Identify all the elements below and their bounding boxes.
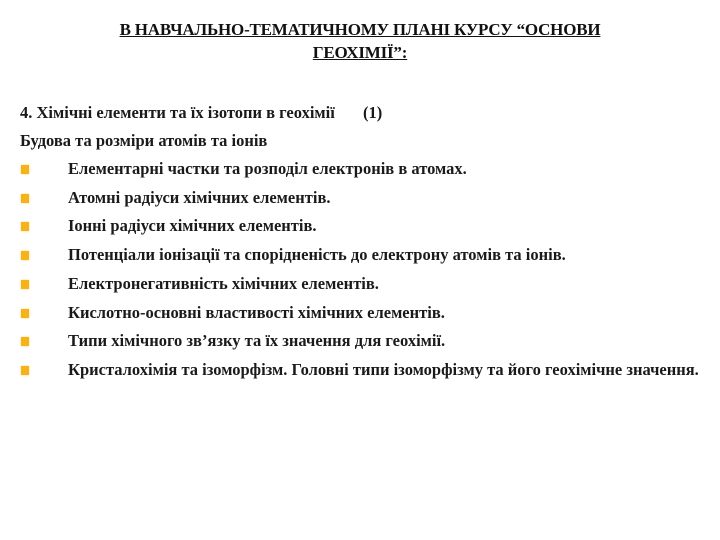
section-hours: (1) [362,103,383,122]
list-item-text: Іонні радіуси хімічних елементів. [68,216,317,236]
list-item [20,270,700,299]
square-bullet-icon [21,309,29,318]
content-body [20,99,700,387]
square-bullet-icon [21,194,29,203]
list-item [20,212,700,241]
list-item-text: Потенціали іонізації та спорідненість до електрону атомів та іонів. [68,245,566,265]
list-item [20,299,700,328]
section-heading-text: 4. Хімічні елементи та їх ізотопи в геохімії [20,103,335,122]
list-item [20,184,700,213]
list-item [20,155,700,184]
list-item-text: Елементарні частки та розподіл електронів в атомах. [68,159,467,178]
list-item [20,327,700,356]
topic-list [20,155,700,387]
title-line-2: ГЕОХІМІЇ”: [312,43,408,62]
square-bullet-icon [21,165,29,174]
square-bullet-icon [21,280,29,289]
square-bullet-icon [21,337,29,346]
section-subheading: Будова та розміри атомів та іонів [20,131,268,150]
square-bullet-icon [21,366,29,375]
list-item-text: Типи хімічного зв’язку та їх значення для геохімії. [68,331,446,351]
list-item-text: Атомні радіуси хімічних елементів. [68,187,331,207]
list-item-text: Електронегативність хімічних елементів. [68,273,379,293]
page-title [60,18,660,64]
title-line-1: В НАВЧАЛЬНО-ТЕМАТИЧНОМУ ПЛАНІ КУРСУ “ОСНОВИ [119,20,601,39]
list-item [20,356,700,387]
square-bullet-icon [21,222,29,231]
section-heading [20,99,700,127]
list-item-text: Кислотно-основні властивості хімічних елементів. [68,302,445,322]
list-item [20,241,700,270]
square-bullet-icon [21,251,29,260]
list-item-text: Кристалохімія та ізоморфізм. Головні типи ізоморфізму та його геохімічне значення. [68,359,699,379]
